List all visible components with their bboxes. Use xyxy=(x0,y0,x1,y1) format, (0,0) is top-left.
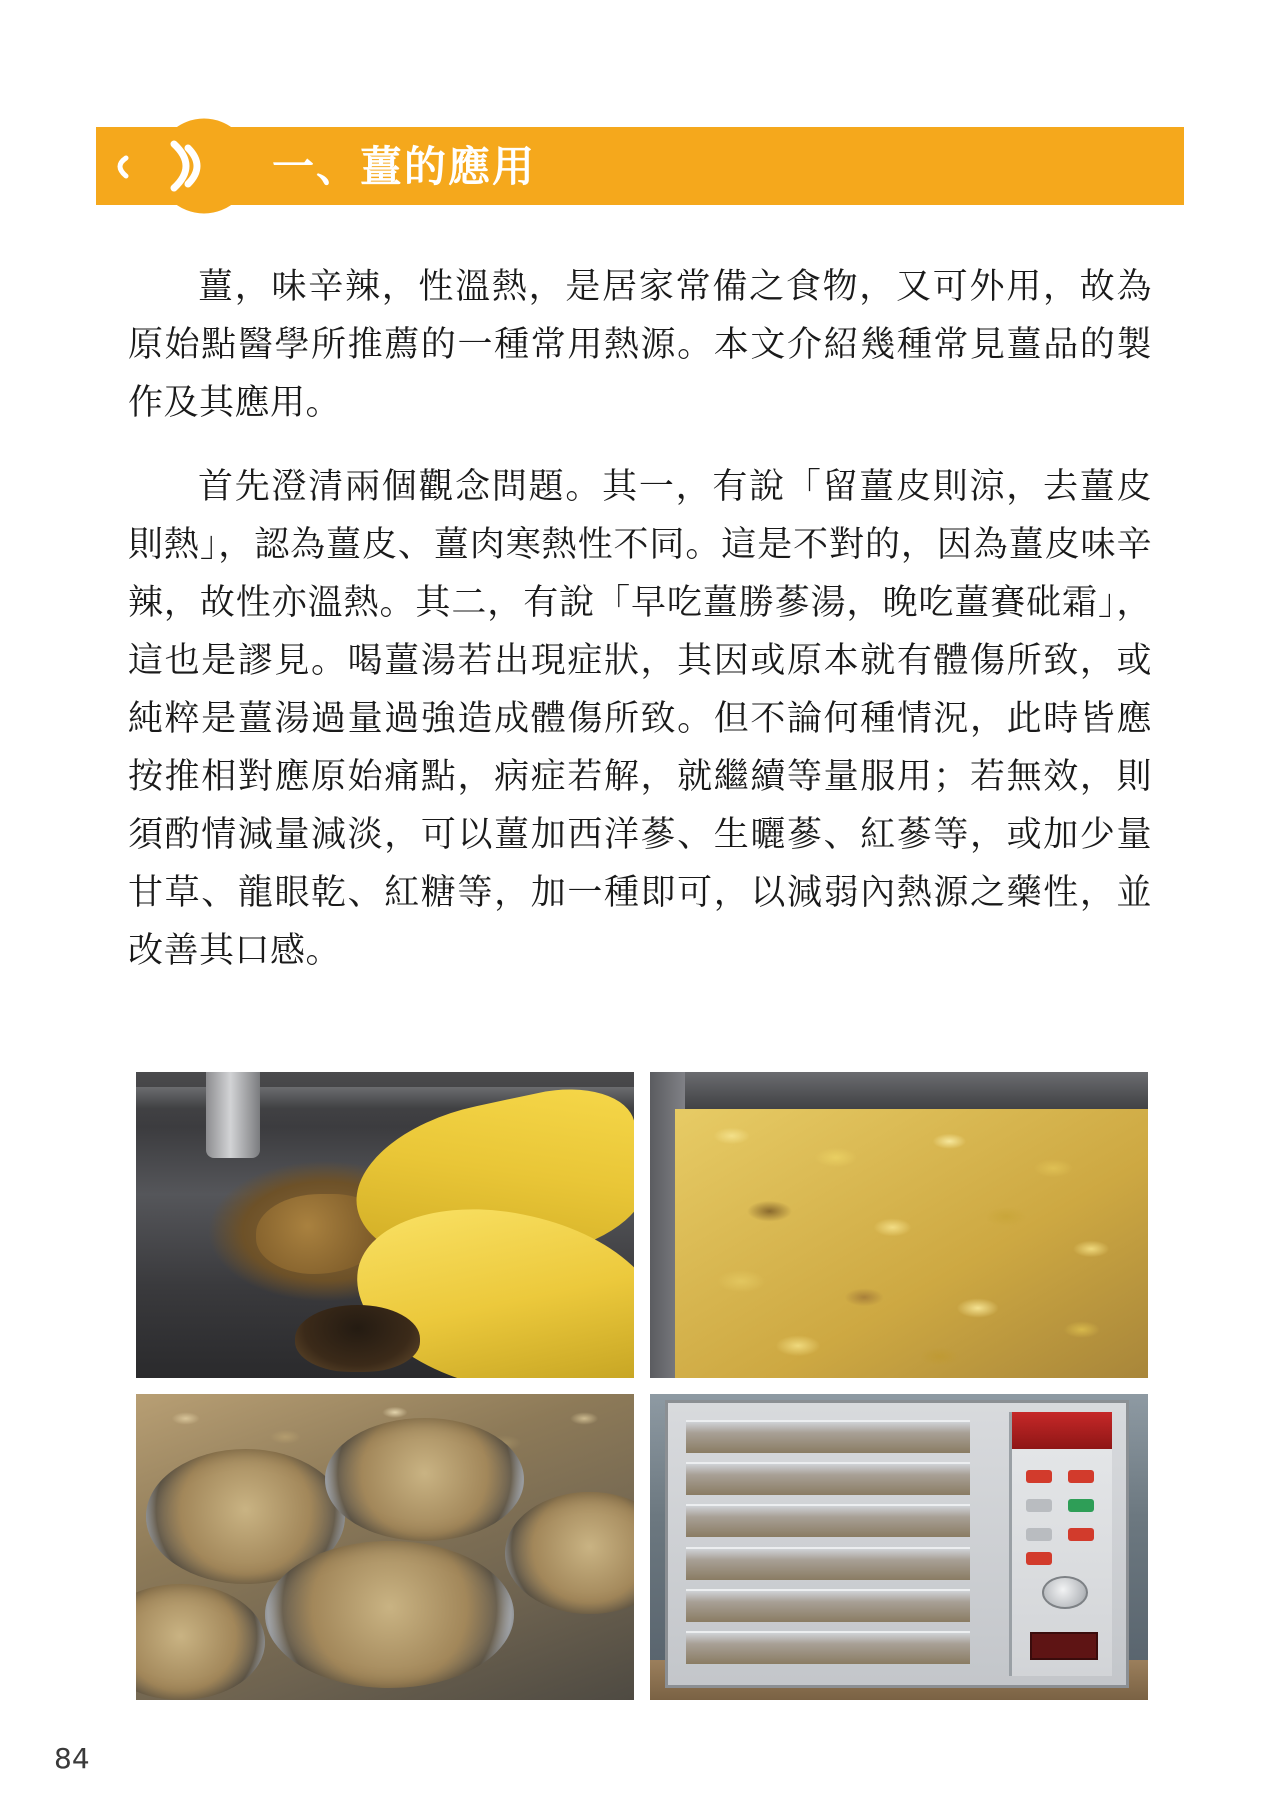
start-button xyxy=(1068,1499,1094,1512)
faucet-icon xyxy=(206,1072,260,1158)
basin xyxy=(295,1305,420,1372)
down-button xyxy=(1026,1528,1052,1541)
dehydrator-tray xyxy=(686,1631,970,1664)
dehydrator-tray xyxy=(686,1504,970,1537)
stop-button xyxy=(1068,1470,1094,1483)
ginger-bowl xyxy=(265,1541,514,1688)
digital-display xyxy=(1030,1632,1099,1660)
section-header-band xyxy=(96,127,1184,205)
dehydrator-cabinet xyxy=(665,1400,1129,1688)
dehydrator-tray xyxy=(686,1589,970,1622)
ginger-slices xyxy=(675,1109,1148,1378)
pointing-hand-icon xyxy=(96,118,256,214)
photo-food-dehydrator xyxy=(650,1394,1148,1700)
mode-button xyxy=(1068,1528,1094,1541)
paragraph: 首先澄清兩個觀念問題。其一，有說「留薑皮則涼，去薑皮則熱」，認為薑皮、薑肉寒熱性不同。這是不對的，因為薑皮味辛辣，故性亦溫熱。其二，有說「早吃薑勝蔘湯，晚吃薑賽砒霜」，這也是謬見。喝薑湯若出現症狀，其因或原本就有體傷所致，或純粹是薑湯過量過強造成體傷所致。但不論何種情況，此時皆應按推相對應原始痛點，病症若解，就繼續等量服用；若無效，則須酌情減量減淡，可以薑加西洋蔘、生曬蔘、紅蔘等，或加少量甘草、龍眼乾、紅糖等，加一種即可，以減弱內熱源之藥性，並改善其口感。 xyxy=(128,467,1152,971)
power-button xyxy=(1026,1470,1052,1483)
article-body xyxy=(128,258,1152,1006)
timer-button xyxy=(1026,1552,1052,1565)
dehydrator-tray xyxy=(686,1547,970,1580)
paragraph: 薑，味辛辣，性溫熱，是居家常備之食物，又可外用，故為原始點醫學所推薦的一種常用熱源。本文介紹幾種常見薑品的製作及其應用。 xyxy=(128,267,1152,423)
temperature-dial xyxy=(1042,1576,1088,1609)
up-button xyxy=(1026,1499,1052,1512)
page-title: 一、薑的應用 xyxy=(272,142,537,191)
brand-plate xyxy=(1012,1412,1113,1449)
dehydrator-tray xyxy=(686,1462,970,1495)
photo-grid xyxy=(136,1072,1148,1700)
ginger-bowl xyxy=(325,1418,524,1540)
photo-sliced-ginger-tray xyxy=(650,1072,1148,1378)
page-number: 84 xyxy=(54,1742,90,1775)
photo-dried-ginger-bowls xyxy=(136,1394,634,1700)
dehydrator-tray xyxy=(686,1420,970,1453)
control-panel xyxy=(1009,1412,1113,1677)
photo-washing-ginger xyxy=(136,1072,634,1378)
